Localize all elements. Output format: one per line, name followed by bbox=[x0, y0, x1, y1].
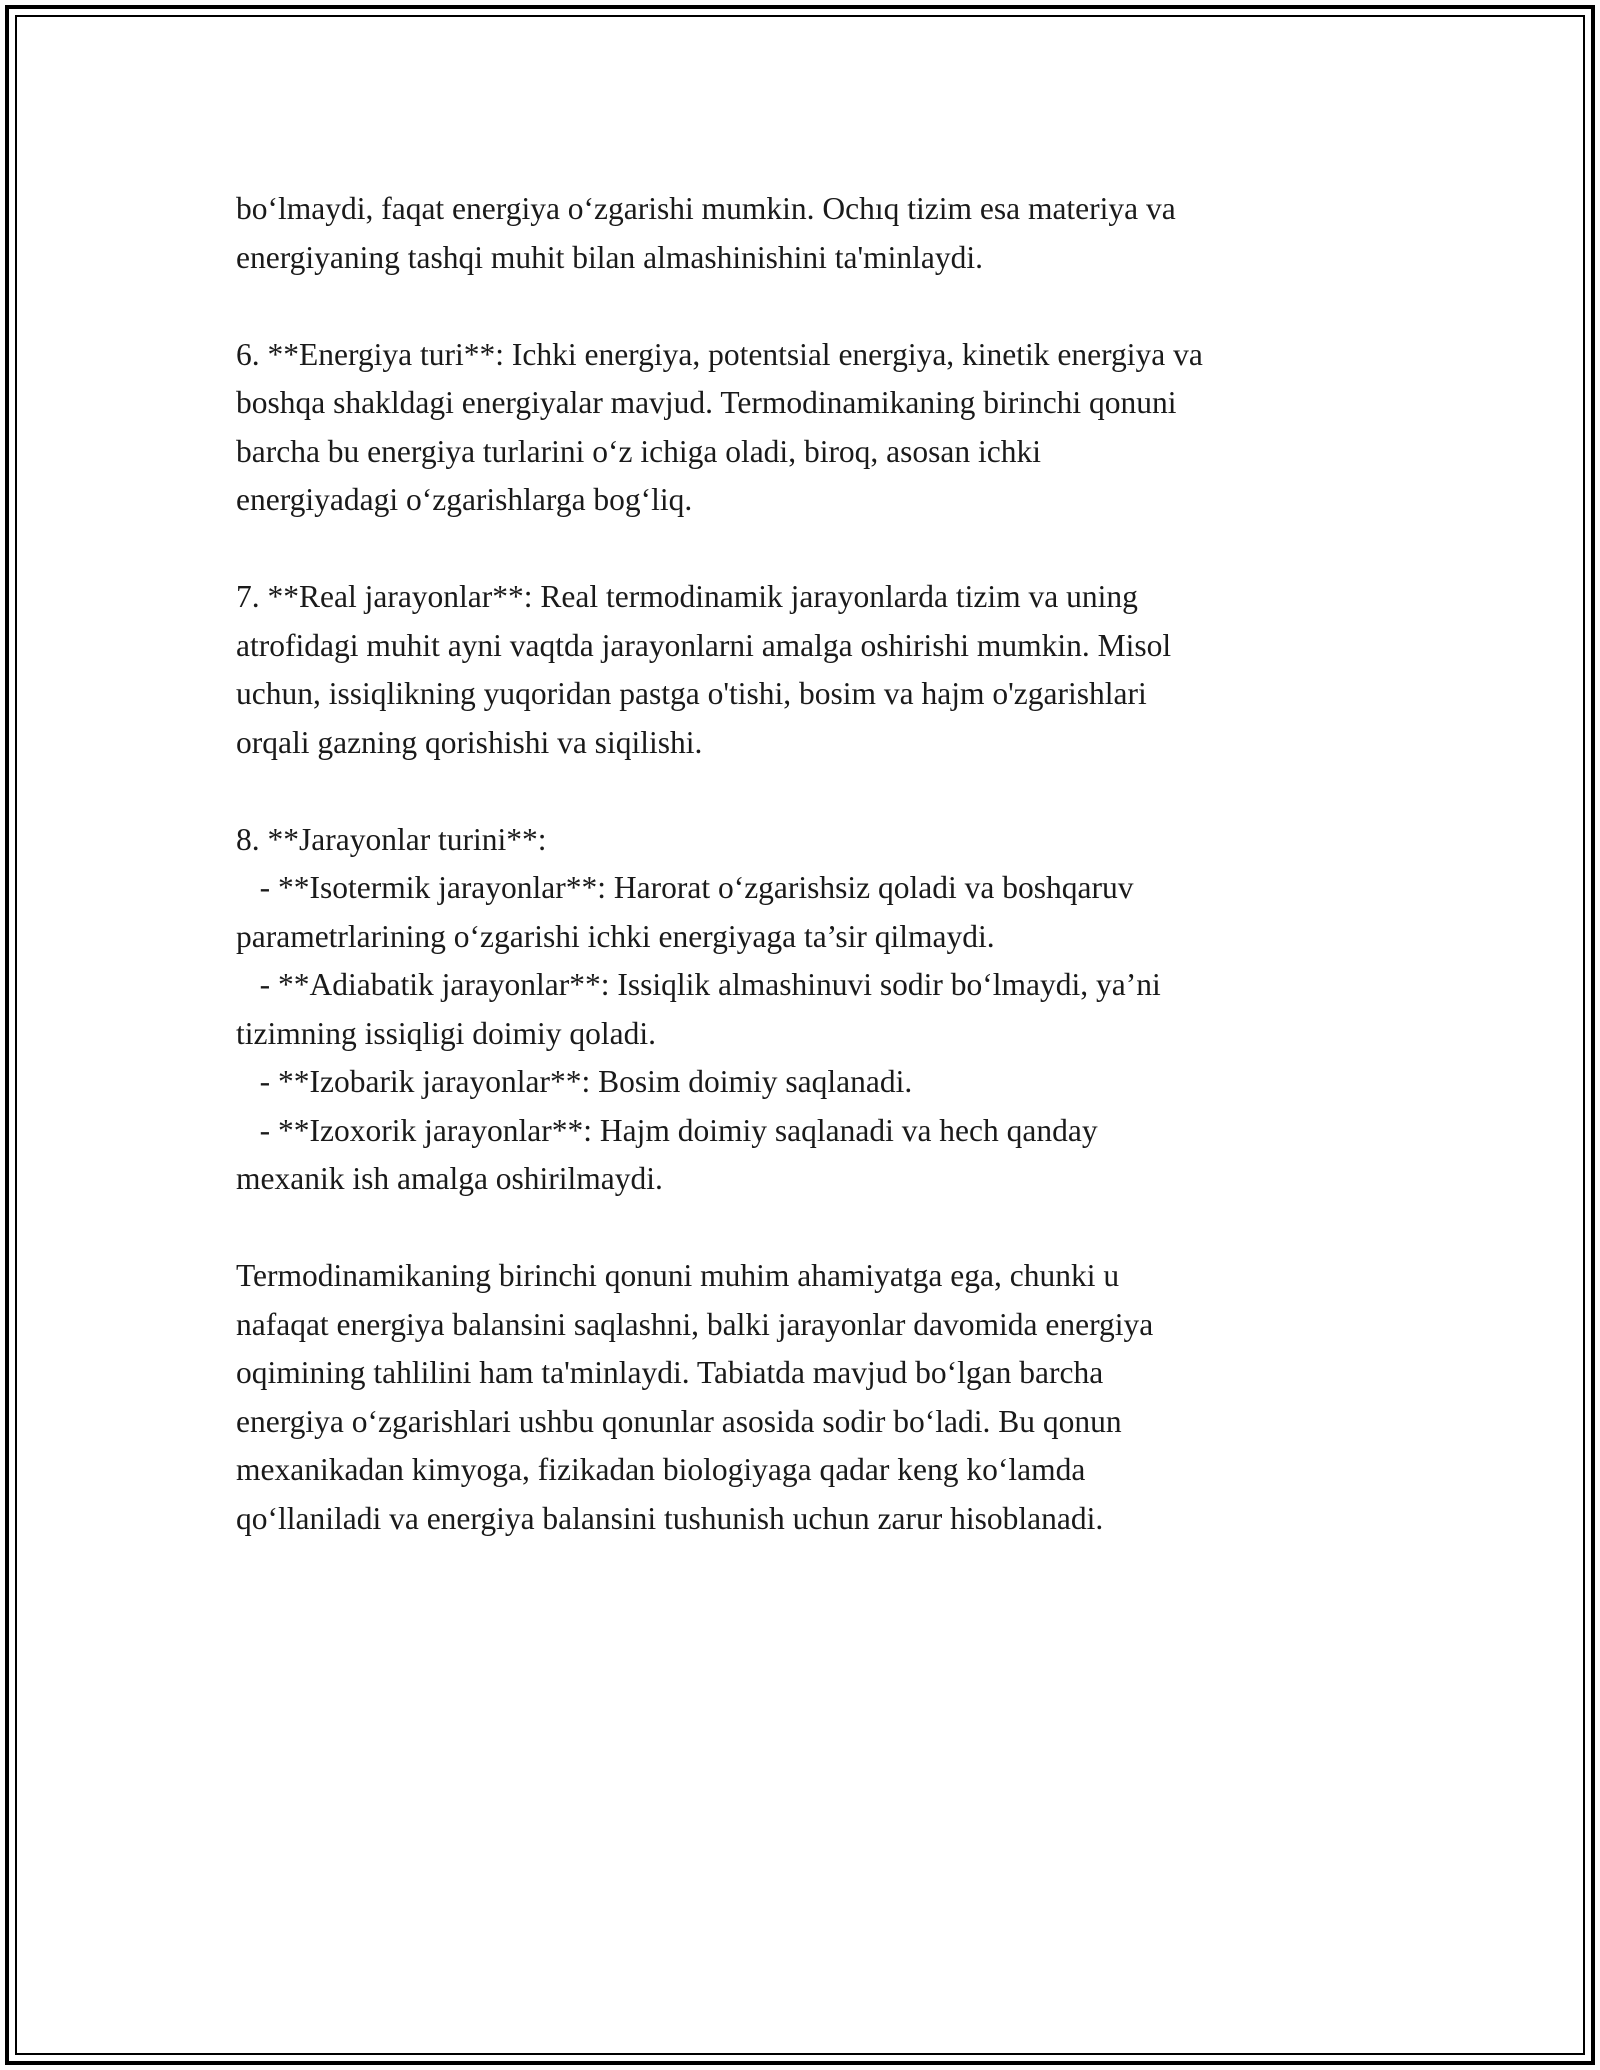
text-line: tizimning issiqligi doimiy qoladi. bbox=[236, 1015, 657, 1051]
document-body bbox=[236, 185, 1396, 1543]
text-line: uchun, issiqlikning yuqoridan pastga o'tishi, bosim va hajm o'zgarishlari bbox=[236, 676, 1147, 711]
text-line: mexanikadan kimyoga, fizikadan biologiyaga qadar keng ko‘lamda bbox=[236, 1452, 1086, 1487]
text-line: oqimining tahlilini ham ta'minlaydi. Tabiatda mavjud bo‘lgan barcha bbox=[236, 1355, 1104, 1390]
text-line: nafaqat energiya balansini saqlashni, balki jarayonlar davomida energiya bbox=[236, 1306, 1154, 1342]
paragraph-gap bbox=[236, 1204, 1396, 1253]
paragraph-process-kinds bbox=[236, 816, 1396, 1204]
text-line: bo‘lmaydi, faqat energiya o‘zgarishi mumkin. Ochıq tizim esa materiya va bbox=[236, 191, 1176, 226]
list-item-isochoric: - **Izoxorik jarayonlar**: Hajm doimiy saqlanadi va hech qanday bbox=[236, 1112, 1098, 1148]
paragraph-gap bbox=[236, 525, 1396, 574]
paragraph-closed-open-system bbox=[236, 185, 1396, 282]
text-line: Termodinamikaning birinchi qonuni muhim ahamiyatga ega, chunki u bbox=[236, 1258, 1120, 1293]
paragraph-conclusion bbox=[236, 1252, 1396, 1543]
paragraph-gap bbox=[236, 282, 1396, 331]
text-line: orqali gazning qorishishi va siqilishi. bbox=[236, 724, 703, 760]
text-line: mexanik ish amalga oshirilmaydi. bbox=[236, 1161, 663, 1196]
paragraph-gap bbox=[236, 767, 1396, 816]
text-line: energiyaning tashqi muhit bilan almashinishini ta'minlaydi. bbox=[236, 239, 983, 275]
text-line: boshqa shakldagi energiyalar mavjud. Termodinamikaning birinchi qonuni bbox=[236, 385, 1177, 420]
list-item-adiabatic: - **Adiabatik jarayonlar**: Issiqlik almashinuvi sodir bo‘lmaydi, ya’ni bbox=[236, 967, 1161, 1002]
paragraph-real-processes bbox=[236, 573, 1396, 767]
text-line: qo‘llaniladi va energiya balansini tushunish uchun zarur hisoblanadi. bbox=[236, 1500, 1104, 1536]
text-line: 7. **Real jarayonlar**: Real termodinamik jarayonlarda tizim va uning bbox=[236, 579, 1138, 614]
text-line: barcha bu energiya turlarini o‘z ichiga oladi, biroq, asosan ichki bbox=[236, 433, 1042, 469]
text-line: 8. **Jarayonlar turini**: bbox=[236, 821, 547, 857]
text-line: energiyadagi o‘zgarishlarga bog‘liq. bbox=[236, 482, 693, 517]
text-line: parametrlarining o‘zgarishi ichki energiyaga ta’sir qilmaydi. bbox=[236, 918, 995, 954]
text-line: energiya o‘zgarishlari ushbu qonunlar asosida sodir bo‘ladi. Bu qonun bbox=[236, 1403, 1122, 1439]
text-line: 6. **Energiya turi**: Ichki energiya, potentsial energiya, kinetik energiya va bbox=[236, 336, 1203, 372]
paragraph-energy-types bbox=[236, 331, 1396, 525]
list-item-isobaric: - **Izobarik jarayonlar**: Bosim doimiy saqlanadi. bbox=[236, 1064, 913, 1099]
list-item-isothermal: - **Isotermik jarayonlar**: Harorat o‘zgarishsiz qoladi va boshqaruv bbox=[236, 870, 1134, 905]
text-line: atrofidagi muhit ayni vaqtda jarayonlarni amalga oshirishi mumkin. Misol bbox=[236, 627, 1172, 663]
